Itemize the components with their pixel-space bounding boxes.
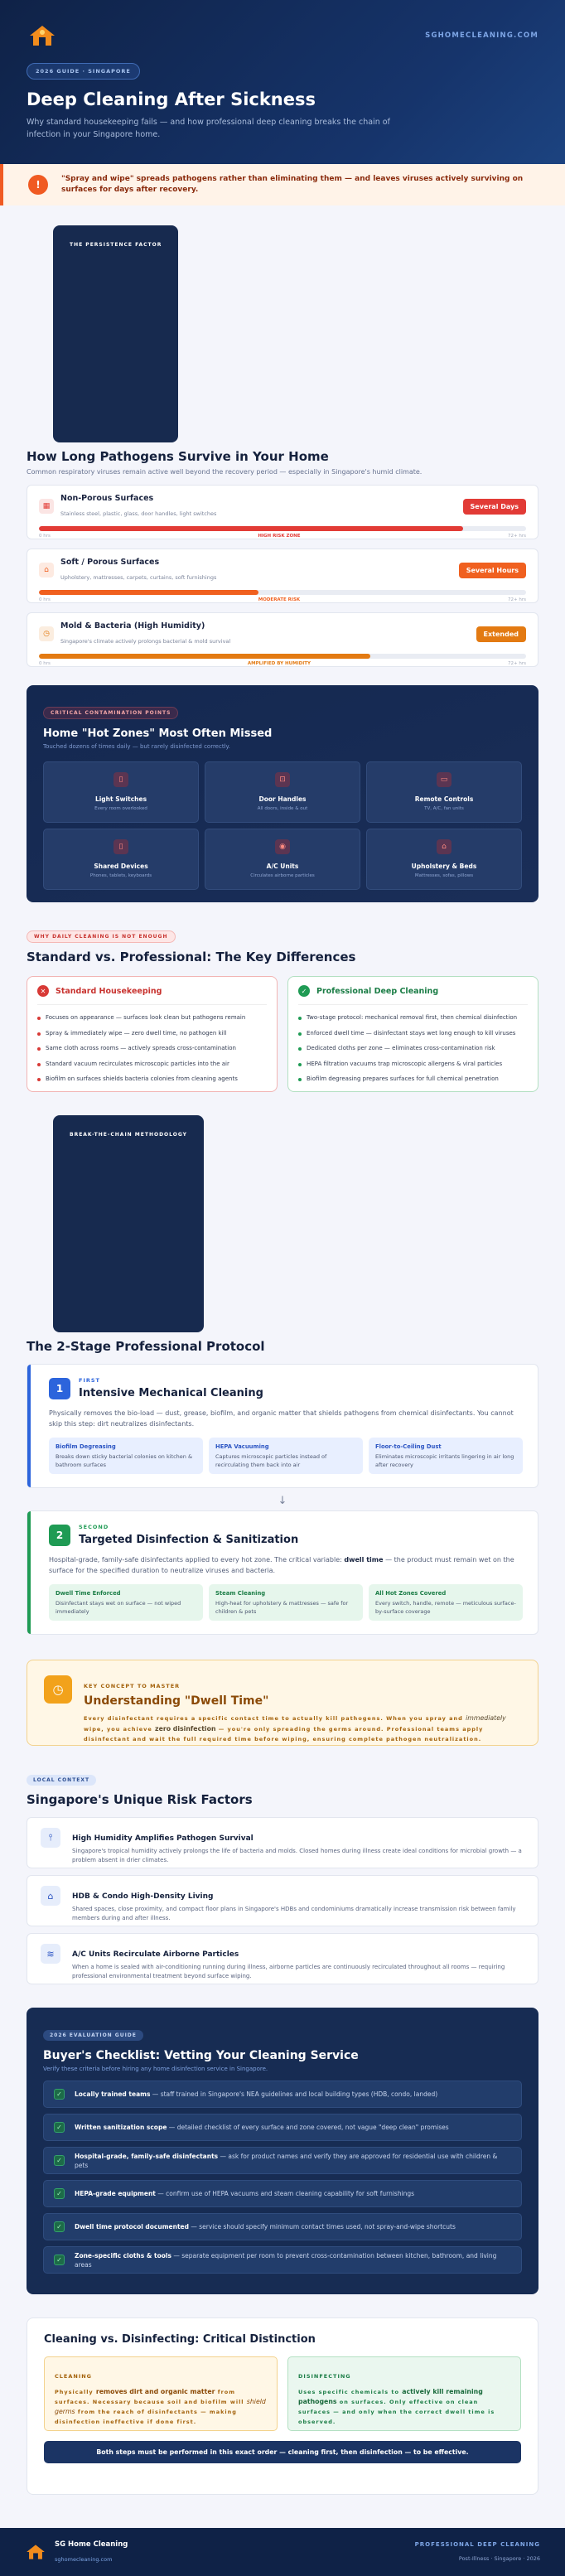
criterion-desc: — service should specify minimum contact times used, not spray-and-wipe shortcuts <box>189 2223 456 2230</box>
criterion-title: Locally trained teams <box>75 2090 151 2098</box>
protocol-section <box>0 1115 565 1354</box>
footer-meta: Post-Illness · Singapore · 2026 <box>458 2554 540 2562</box>
technique-title: Steam Cleaning <box>215 1590 266 1597</box>
section-title: Home "Hot Zones" Most Often Missed <box>43 727 273 740</box>
surface-name: Non-Porous Surfaces <box>60 494 154 503</box>
house-logo-icon <box>25 2543 46 2561</box>
section-subtitle: Common respiratory viruses remain active well beyond the recovery period — especially in Singapore's humid climate. <box>27 468 423 476</box>
card-label: CLEANING <box>55 2373 93 2380</box>
section-title: The 2-Stage Professional Protocol <box>27 1339 265 1354</box>
checklist-item[interactable] <box>43 2213 522 2240</box>
disinfecting-card <box>287 2356 521 2431</box>
hot-zone-card <box>205 829 360 890</box>
risk-icon: ≋ <box>41 1944 60 1964</box>
surface-name: Soft / Porous Surfaces <box>60 558 160 567</box>
zone-desc: All doors, inside & out <box>257 806 308 811</box>
card-title: Professional Deep Cleaning <box>316 986 439 996</box>
risk-title: A/C Units Recirculate Airborne Particles <box>72 1950 239 1959</box>
card-label: DISINFECTING <box>298 2373 351 2380</box>
hot-zone-icon: ▭ <box>437 772 452 787</box>
hero-header <box>0 0 565 164</box>
zone-name: Door Handles <box>258 795 307 803</box>
footer-site-link[interactable]: sghomecleaning.com <box>55 2555 113 2563</box>
risk-icon: ⫯ <box>41 1828 60 1848</box>
checklist-item[interactable] <box>43 2147 522 2174</box>
zone-name: Shared Devices <box>94 863 148 870</box>
zone-name: A/C Units <box>266 863 299 870</box>
zone-desc: Phones, tablets, keyboards <box>89 873 152 878</box>
bar-start: 0 hrs <box>39 661 51 666</box>
check-icon: ✓ <box>298 985 310 997</box>
checklist-item[interactable] <box>43 2081 522 2108</box>
checkbox-icon[interactable]: ✓ <box>54 2221 65 2232</box>
technique-desc: Breaks down sticky bacterial colonies on kitchen & bathroom surfaces <box>56 1453 193 1468</box>
checklist-item[interactable] <box>43 2114 522 2141</box>
list-item: Biofilm on surfaces shields bacteria colonies from cleaning agents <box>37 1071 267 1087</box>
dwell-time-callout <box>27 1660 538 1746</box>
step-description: Hospital-grade, family-safe disinfectants applied to every hot zone. The critical variable: dwell time — the product must remain wet on the surface for the specified duration to neutralize viruses and bacteria. <box>49 1556 514 1574</box>
comparison-section <box>0 926 565 1092</box>
technique-title: Biofilm Degreasing <box>56 1443 116 1450</box>
technique-desc: Captures microscopic particles instead of recirculating them back into air <box>215 1453 327 1468</box>
callout-label: KEY CONCEPT TO MASTER <box>84 1683 181 1689</box>
callout-text: Every disinfectant requires a specific contact time to actually kill pathogens. When you spray and immediately wipe, you achieve zero disinfection — you're only spreading the germs around. Professional teams apply disinfectant and wait the full required time before wiping, ensuring complete pathogen neutralization. <box>84 1714 506 1742</box>
card-text: Physically removes dirt and organic matter from surfaces. Necessary because soil and biofilm will shield germs from the reach of disinfectants — making disinfection ineffective if done first. <box>55 2388 266 2425</box>
professional-cleaning-card <box>287 976 538 1092</box>
survival-badge: Extended <box>476 626 526 642</box>
technique-title: HEPA Vacuuming <box>215 1443 269 1450</box>
survival-badge: Several Days <box>463 499 526 515</box>
risk-label: MODERATE RISK <box>258 597 301 602</box>
surface-desc: Stainless steel, plastic, glass, door handles, light switches <box>60 510 217 517</box>
surface-name: Mold & Bacteria (High Humidity) <box>60 621 205 631</box>
list-item: Two-stage protocol: mechanical removal first, then chemical disinfection <box>298 1010 528 1026</box>
criterion-desc: — confirm use of HEPA vacuums and steam cleaning capability for soft furnishings <box>155 2190 415 2197</box>
zone-name: Light Switches <box>94 795 147 803</box>
step-title: Intensive Mechanical Cleaning <box>79 1387 263 1399</box>
risk-icon: ⌂ <box>41 1886 60 1906</box>
criterion-title: Hospital-grade, family-safe disinfectants <box>75 2152 219 2160</box>
survival-badge: Several Hours <box>459 563 526 578</box>
section-title: How Long Pathogens Survive in Your Home <box>27 449 329 464</box>
arrow-down-icon: ↓ <box>278 1495 287 1507</box>
hot-zone-card <box>43 761 199 823</box>
alert-text: "Spray and wipe" spreads pathogens rather than eliminating them — and leaves viruses actively surviving on surfaces for days after recovery. <box>61 175 524 194</box>
risk-factor-card <box>27 1817 538 1868</box>
technique-desc: Every switch, handle, remote — meticulous surface-by-surface coverage <box>375 1600 516 1615</box>
survival-bar <box>39 590 526 595</box>
page-title: Deep Cleaning After Sickness <box>27 89 316 109</box>
hot-zone-card <box>366 761 522 823</box>
footer-brand: SG Home Cleaning <box>55 2540 128 2549</box>
checkbox-icon[interactable]: ✓ <box>54 2122 65 2133</box>
criterion-desc: — ask for product names and verify they are approved for residential use with children & pets <box>75 2152 498 2169</box>
risk-label: HIGH RISK ZONE <box>258 534 301 539</box>
bar-start: 0 hrs <box>39 597 51 602</box>
section-tag: CRITICAL CONTAMINATION POINTS <box>43 707 178 719</box>
criterion-desc: — staff trained in Singapore's NEA guidelines and local building types (HDB, condo, landed) <box>150 2090 438 2098</box>
technique-desc: Disinfectant stays wet on surface — not wiped immediately <box>56 1600 181 1615</box>
technique-desc: Eliminates microscopic irritants lingering in air long after recovery <box>375 1453 514 1468</box>
risk-factor-card <box>27 1875 538 1926</box>
section-tag: 2026 EVALUATION GUIDE <box>43 2030 143 2041</box>
site-domain[interactable]: SGHOMECLEANING.COM <box>425 31 538 40</box>
section-subtitle: Touched dozens of times daily — but rarely disinfected correctly. <box>43 743 230 750</box>
zone-desc: TV, A/C, fan units <box>424 806 464 811</box>
section-tag: BREAK-THE-CHAIN METHODOLOGY <box>53 1115 204 1332</box>
checkbox-icon[interactable]: ✓ <box>54 2089 65 2100</box>
card-text: Uses specific chemicals to actively kill remaining pathogens on surfaces. Only effective on clean surfaces — and only when the correct dwell time is observed. <box>298 2388 495 2425</box>
list-item: Standard vacuum recirculates microscopic particles into the air <box>37 1056 267 1072</box>
survival-bar <box>39 654 526 659</box>
hot-zone-icon: ◉ <box>275 839 290 854</box>
checkbox-icon[interactable]: ✓ <box>54 2255 65 2265</box>
risk-factor-card <box>27 1933 538 1984</box>
risk-label: AMPLIFIED BY HUMIDITY <box>247 661 311 666</box>
hot-zone-icon: ▯ <box>113 772 128 787</box>
buyer-checklist-panel <box>27 2008 538 2294</box>
list-item: HEPA filtration vacuums trap microscopic allergens & viral particles <box>298 1056 528 1072</box>
section-tag: WHY DAILY CLEANING IS NOT ENOUGH <box>27 930 176 943</box>
zone-desc: Circulates airborne particles <box>250 873 315 878</box>
footer <box>0 2528 565 2576</box>
criterion-desc: — separate equipment per room to prevent cross-contamination between kitchen, bathroom, and living areas <box>75 2251 497 2269</box>
pathogen-card <box>27 485 538 539</box>
technique-title: Dwell Time Enforced <box>56 1590 121 1597</box>
criterion-title: Zone-specific cloths & tools <box>75 2251 171 2259</box>
house-logo-icon <box>27 23 58 48</box>
step-one-card <box>27 1364 538 1488</box>
risk-title: HDB & Condo High-Density Living <box>72 1892 214 1901</box>
section-title: Cleaning vs. Disinfecting: Critical Distinction <box>44 2333 316 2346</box>
order-banner: Both steps must be performed in this exact order — cleaning first, then disinfection — to be effective. <box>44 2441 521 2463</box>
local-risk-section <box>0 1769 565 1984</box>
zone-name: Upholstery & Beds <box>411 863 477 870</box>
risk-title: High Humidity Amplifies Pathogen Survival <box>72 1834 254 1843</box>
surface-icon: ◷ <box>39 626 54 641</box>
step-label: FIRST <box>79 1377 100 1384</box>
checklist-item[interactable] <box>43 2180 522 2207</box>
warning-alert <box>0 164 565 205</box>
technique-item <box>49 1438 203 1474</box>
section-subtitle: Verify these criteria before hiring any home disinfection service in Singapore. <box>43 2066 268 2072</box>
cross-icon: ✕ <box>37 985 49 997</box>
risk-desc: Singapore's tropical humidity actively prolongs the life of bacteria and molds. Closed homes during illness create ideal conditions for microbial growth — a problem absent in drier climates. <box>72 1848 522 1863</box>
checklist-item[interactable] <box>43 2246 522 2274</box>
bar-end: 72+ hrs <box>508 597 526 602</box>
section-title: Standard vs. Professional: The Key Differences <box>27 950 356 964</box>
technique-item <box>49 1584 203 1621</box>
criterion-desc: — detailed checklist of every surface and zone covered, not vague "deep clean" promises <box>167 2124 449 2131</box>
step-number: 2 <box>49 1525 70 1546</box>
step-label: SECOND <box>79 1524 109 1530</box>
technique-title: Floor-to-Ceiling Dust <box>375 1443 442 1450</box>
surface-icon: ⌂ <box>39 563 54 578</box>
list-item: Dedicated cloths per zone — eliminates cross-contamination risk <box>298 1041 528 1056</box>
survival-bar <box>39 526 526 531</box>
hot-zone-card <box>43 829 199 890</box>
checkbox-icon[interactable]: ✓ <box>54 2188 65 2199</box>
bar-end: 72+ hrs <box>508 661 526 666</box>
section-title: Buyer's Checklist: Vetting Your Cleaning Service <box>43 2049 359 2062</box>
criterion-title: Written sanitization scope <box>75 2124 167 2131</box>
criterion-title: Dwell time protocol documented <box>75 2223 189 2230</box>
list-item: Biofilm degreasing prepares surfaces for full chemical penetration <box>298 1071 528 1087</box>
section-title: Singapore's Unique Risk Factors <box>27 1792 253 1807</box>
list-item: Spray & immediately wipe — zero dwell time, no pathogen kill <box>37 1026 267 1042</box>
step-number: 1 <box>49 1378 70 1399</box>
zone-name: Remote Controls <box>414 795 474 803</box>
surface-desc: Singapore's climate actively prolongs bacterial & mold survival <box>60 638 231 645</box>
technique-item <box>209 1438 363 1474</box>
footer-tagline: PROFESSIONAL DEEP CLEANING <box>414 2540 540 2548</box>
hot-zones-panel <box>27 685 538 902</box>
checkbox-icon[interactable]: ✓ <box>54 2155 65 2166</box>
card-title: Standard Housekeeping <box>56 986 162 996</box>
list-item: Same cloth across rooms — actively spreads cross-contamination <box>37 1041 267 1056</box>
risk-desc: When a home is sealed with air-conditioning running during illness, airborne particles are continuously recirculated throughout all rooms — requiring professional environmental treatment beyond surface wiping. <box>72 1964 505 1979</box>
page-subtitle: Why standard housekeeping fails — and how professional deep cleaning breaks the chain of infection in your Singapore home. <box>27 118 390 139</box>
clock-icon: ◷ <box>44 1675 72 1704</box>
standard-housekeeping-card <box>27 976 278 1092</box>
pathogen-card <box>27 612 538 667</box>
cleaning-card <box>44 2356 278 2431</box>
zone-desc: Every room overlooked <box>94 806 147 811</box>
bar-end: 72+ hrs <box>508 534 526 539</box>
step-title: Targeted Disinfection & Sanitization <box>79 1534 299 1546</box>
technique-title: All Hot Zones Covered <box>375 1590 447 1597</box>
section-tag: THE PERSISTENCE FACTOR <box>53 225 178 442</box>
guide-pill: 2026 GUIDE · SINGAPORE <box>27 63 140 80</box>
hot-zone-icon: ▯ <box>113 839 128 854</box>
technique-desc: High-heat for upholstery & mattresses — safe for children & pets <box>215 1600 349 1615</box>
hot-zone-card <box>366 829 522 890</box>
hot-zone-card <box>205 761 360 823</box>
surface-desc: Upholstery, mattresses, carpets, curtains, soft furnishings <box>60 574 217 581</box>
criterion-title: HEPA-grade equipment <box>75 2190 156 2197</box>
zone-desc: Mattresses, sofas, pillows <box>414 873 474 878</box>
technique-item <box>369 1584 523 1621</box>
list-item: Focuses on appearance — surfaces look clean but pathogens remain <box>37 1010 267 1026</box>
warning-icon: ! <box>28 175 48 195</box>
step-two-card <box>27 1510 538 1635</box>
persistence-section <box>0 225 565 667</box>
technique-item <box>209 1584 363 1621</box>
surface-icon: ▦ <box>39 499 54 514</box>
bar-start: 0 hrs <box>39 534 51 539</box>
callout-title: Understanding "Dwell Time" <box>84 1694 269 1708</box>
distinction-card <box>27 2317 538 2495</box>
pathogen-card <box>27 549 538 603</box>
section-tag: LOCAL CONTEXT <box>27 1775 96 1786</box>
list-item: Enforced dwell time — disinfectant stays wet long enough to kill viruses <box>298 1026 528 1042</box>
technique-item <box>369 1438 523 1474</box>
step-description: Physically removes the bio-load — dust, grease, biofilm, and organic matter that shields pathogens from chemical disinfectants. You cannot skip this step: dirt neutralizes disinfectants. <box>49 1409 514 1428</box>
risk-desc: Shared spaces, close proximity, and compact floor plans in Singapore's HDBs and condominiums dramatically increase transmission risk between family members during and after illness. <box>72 1906 516 1921</box>
hot-zone-icon: ⊡ <box>275 772 290 787</box>
hot-zone-icon: ⌂ <box>437 839 452 854</box>
